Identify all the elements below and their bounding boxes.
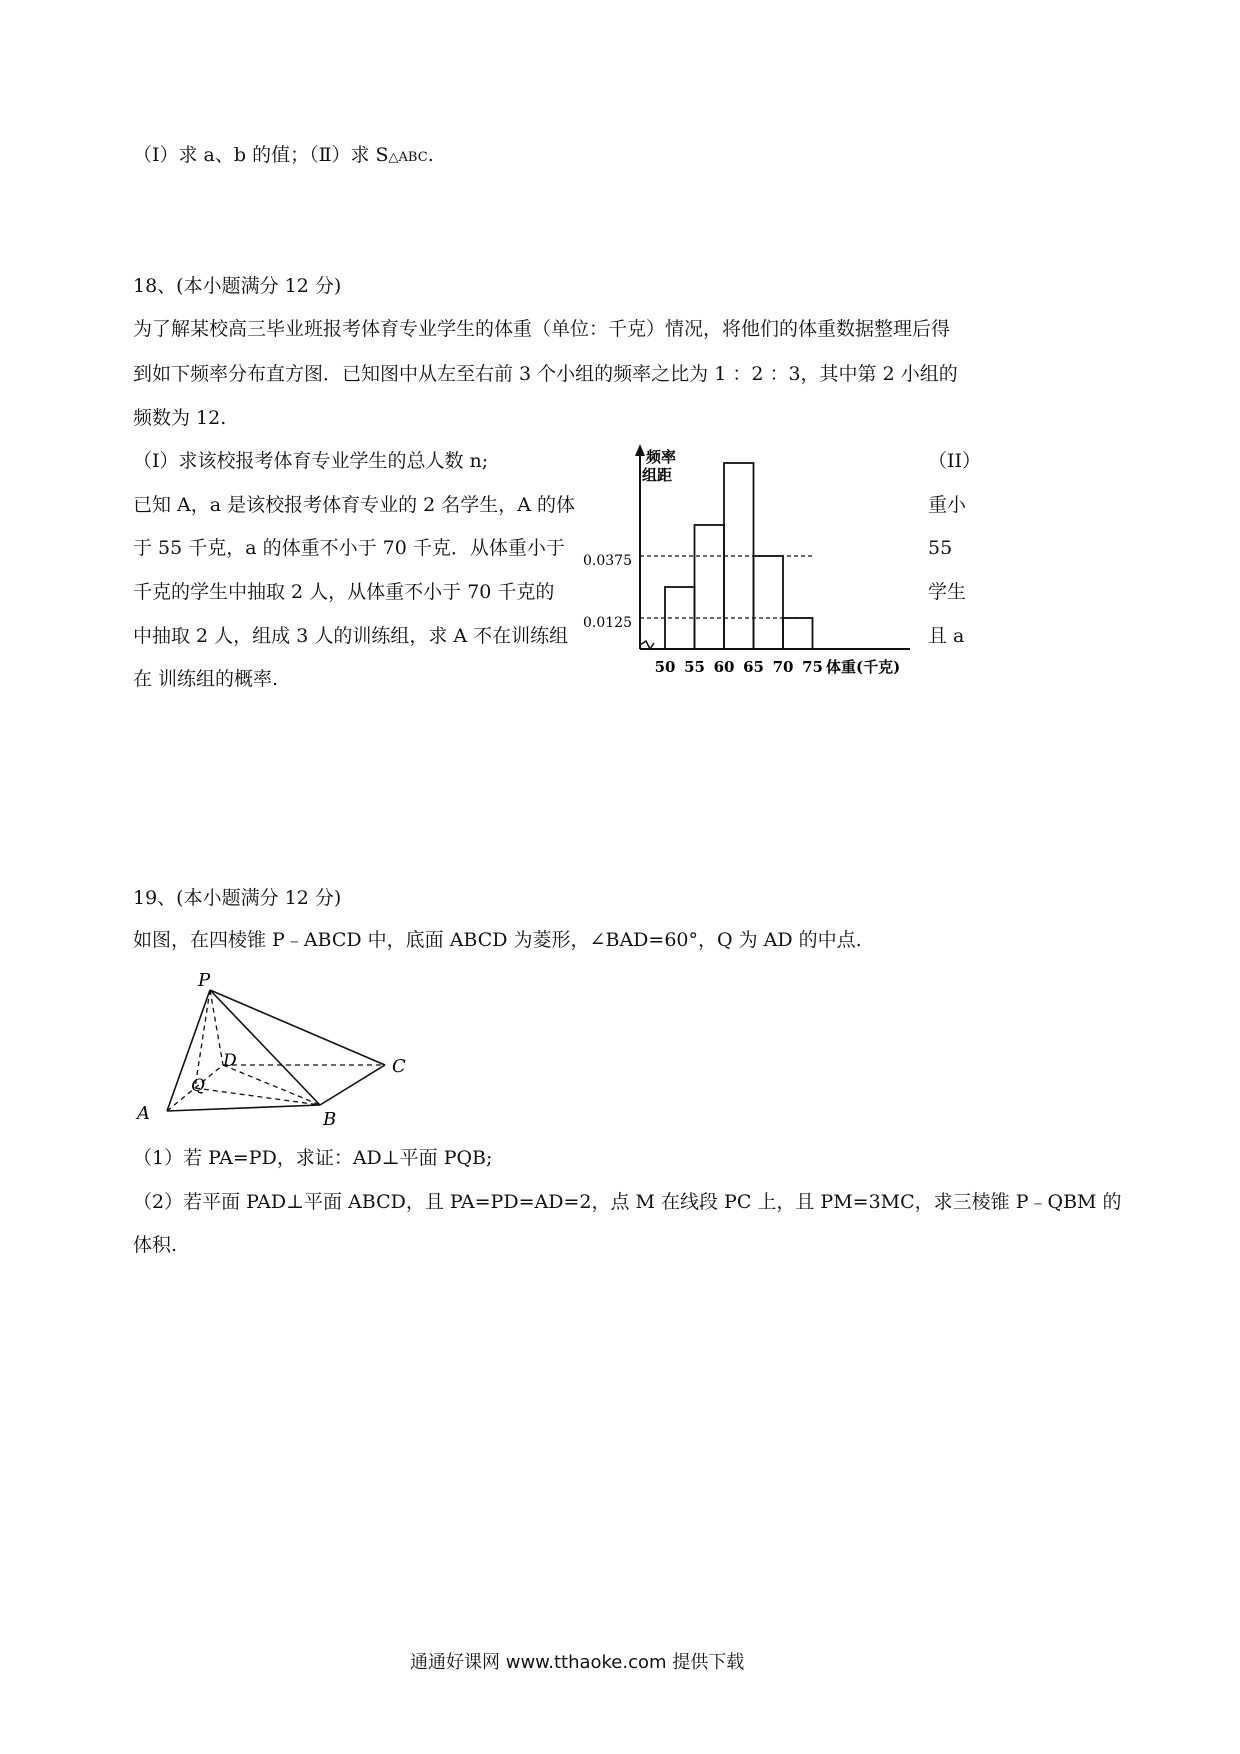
edge-PQ xyxy=(195,990,210,1088)
vertex-label-P: P xyxy=(198,970,211,991)
edge-PB xyxy=(210,990,320,1105)
x-tick-label: 75 xyxy=(802,658,823,676)
q18-left-line: 千克的学生中抽取 2 人，从体重不小于 70 千克的 xyxy=(133,581,555,603)
q17-end: . xyxy=(427,144,434,166)
edge-AB xyxy=(167,1105,320,1111)
q19-part2-line2: 体积. xyxy=(133,1234,178,1256)
footer-text: 通通好课网 www.tthaoke.com 提供下载 xyxy=(410,1652,745,1673)
x-axis-label: 体重(千克) xyxy=(826,658,901,676)
vertex-label-B: B xyxy=(323,1109,337,1130)
axis-break xyxy=(640,641,654,649)
q18-left-line: 中抽取 2 人，组成 3 人的训练组，求 A 不在训练组 xyxy=(133,625,569,647)
q18-right-fragment: （II） xyxy=(928,450,982,472)
pyramid-figure xyxy=(125,965,425,1130)
q18-right-fragment: 重小 xyxy=(928,494,967,516)
x-tick-label: 60 xyxy=(713,658,735,676)
y-tick-label-0375: 0.0375 xyxy=(583,553,632,569)
x-tick-label: 70 xyxy=(772,658,794,676)
vertex-label-A: A xyxy=(137,1103,150,1124)
q18-right-fragment: 55 xyxy=(928,537,953,559)
q19-heading: 19、(本小题满分 12 分) xyxy=(133,887,342,909)
q19-stem: 如图，在四棱锥 P﹣ABCD 中，底面 ABCD 为菱形，∠BAD=60°，Q 为 AD 的中点. xyxy=(133,929,862,951)
q19-part1: （1）若 PA=PD，求证：AD⊥平面 PQB; xyxy=(133,1147,493,1169)
vertex-label-D: D xyxy=(223,1051,237,1071)
y-axis-arrow xyxy=(635,444,645,456)
y-tick-label-0125: 0.0125 xyxy=(583,615,632,631)
histogram-bar xyxy=(754,556,784,649)
q18-part1: （I）求该校报考体育专业学生的总人数 n; xyxy=(133,450,489,472)
x-tick-label: 65 xyxy=(743,658,764,676)
y-axis-label-top: 频率 xyxy=(646,448,677,466)
q18-stem-line3: 频数为 12. xyxy=(133,407,227,429)
q18-heading: 18、(本小题满分 12 分) xyxy=(133,275,342,297)
q18-right-fragment: 且 a xyxy=(928,625,965,647)
q18-left-line: 在 训练组的概率. xyxy=(133,668,279,690)
edge-BC xyxy=(320,1065,385,1105)
histogram-bar xyxy=(695,525,725,649)
q18-right-fragment: 学生 xyxy=(928,581,967,603)
frequency-histogram xyxy=(580,440,920,685)
edge-DB xyxy=(223,1065,320,1105)
q17-part-text: （Ⅰ）求 a、b 的值；（Ⅱ）求 S xyxy=(133,144,389,166)
q17-parts xyxy=(133,146,434,165)
q19-part2-line1: （2）若平面 PAD⊥平面 ABCD，且 PA=PD=AD=2，点 M 在线段 PC 上，且 PM=3MC，求三棱锥 P﹣QBM 的 xyxy=(133,1191,1122,1213)
q17-subscript: △ABC xyxy=(388,150,428,165)
histogram-bar xyxy=(783,618,813,649)
q18-stem-line1: 为了解某校高三毕业班报考体育专业学生的体重（单位：千克）情况，将他们的体重数据整理后得 xyxy=(133,318,951,340)
x-tick-label: 55 xyxy=(684,658,705,676)
edge-QB xyxy=(195,1088,320,1105)
q18-left-line: 于 55 千克，a 的体重不小于 70 千克．从体重小于 xyxy=(133,537,565,559)
y-axis-label-bottom: 组距 xyxy=(642,466,673,484)
vertex-label-Q: Q xyxy=(191,1076,205,1096)
vertex-label-C: C xyxy=(392,1056,406,1077)
q18-stem-line2: 到如下频率分布直方图．已知图中从左至右前 3 个小组的频率之比为 1 ：2 ：3，其中第 2 小组的 xyxy=(133,363,958,385)
q18-left-line: 已知 A，a 是该校报考体育专业的 2 名学生，A 的体 xyxy=(133,494,576,516)
x-tick-label: 50 xyxy=(654,658,676,676)
